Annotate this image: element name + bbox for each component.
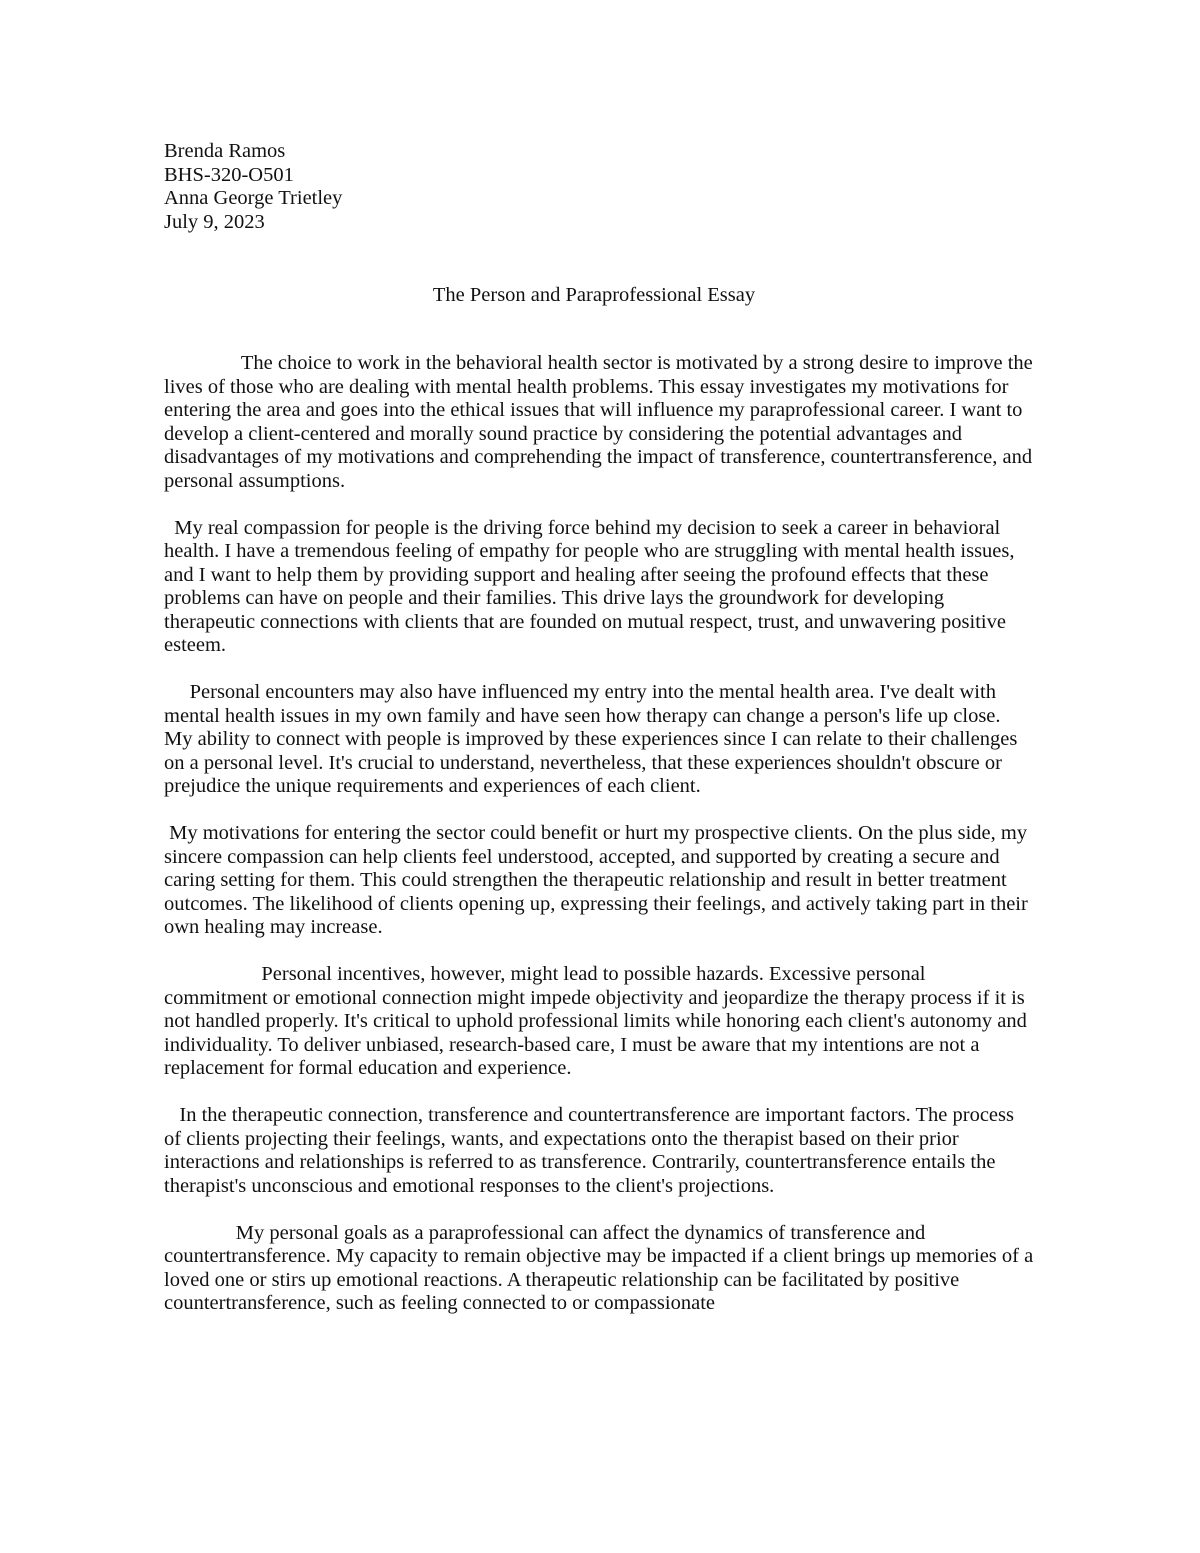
paragraph: [164, 681, 1034, 799]
paragraph: [164, 517, 1034, 658]
essay-title: The Person and Paraprofessional Essay: [432, 284, 756, 306]
paragraph: [164, 1222, 1034, 1316]
paragraph-text: My motivations for entering the sector could benefit or hurt my prospective clients. On the plus side, my sincere compassion can help clients feel understood, accepted, and supported by creating a secure and caring setting for them. This could strengthen the therapeutic relationship and result in better treatment outcomes. The likelihood of clients opening up, expressing their feelings, and actively taking part in their own healing may increase.: [164, 822, 1028, 938]
essay-body: [164, 352, 1034, 1316]
paragraph-text: My real compassion for people is the driving force behind my decision to seek a career in behavioral health. I have a tremendous feeling of empathy for people who are struggling with mental health issues, and I want to help them by providing support and healing after seeing the profound effects that these problems can have on people and their families. This drive lays the groundwork for developing therapeutic connections with clients that are founded on mutual respect, trust, and unwavering positive esteem.: [164, 516, 1015, 656]
paragraph-indent: [164, 352, 241, 374]
paragraph-indent: [164, 1104, 179, 1126]
paragraph-text: Personal incentives, however, might lead to possible hazards. Excessive personal commitment or emotional connection might impede objectivity and jeopardize the therapy process if it is not handled properly. It's critical to uphold professional limits while honoring each client's autonomy and individuality. To deliver unbiased, research-based care, I must be aware that my intentions are not a replacement for formal education and experience.: [164, 963, 1027, 1079]
course-code: BHS-320-O501: [164, 163, 294, 186]
paragraph: [164, 1104, 1034, 1198]
paragraph-text: Personal encounters may also have influenced my entry into the mental health area. I've dealt with mental health issues in my own family and have seen how therapy can change a person's life up close. My ability to connect with people is improved by these experiences since I can relate to their challenges on a personal level. It's crucial to understand, nevertheless, that these experiences shouldn't obscure or prejudice the unique requirements and experiences of each client.: [164, 681, 1018, 797]
paragraph-text: My personal goals as a paraprofessional can affect the dynamics of transference and countertransference. My capacity to remain objective may be impacted if a client brings up memories of a loved one or stirs up emotional reactions. A therapeutic relationship can be facilitated by positive countertransference, such as feeling connected to or compassionate: [164, 1221, 1034, 1314]
paragraph-indent: [164, 517, 174, 539]
paragraph-text: In the therapeutic connection, transference and countertransference are important factors. The process of clients projecting their feelings, wants, and expectations onto the therapist based on their prior interactions and relationships is referred to as transference. Contrarily, countertransference entails the therapist's unconscious and emotional responses to the client's projections.: [164, 1104, 1014, 1197]
paragraph-indent: [164, 963, 261, 985]
paragraph: [164, 822, 1034, 940]
paragraph: [164, 352, 1034, 493]
paragraph-indent: [164, 681, 190, 703]
paragraph: [164, 963, 1034, 1081]
paragraph-text: The choice to work in the behavioral health sector is motivated by a strong desire to improve the lives of those who are dealing with mental health problems. This essay investigates my motivations for entering the area and goes into the ethical issues that will influence my paraprofessional career. I want to develop a client-centered and morally sound practice by considering the potential advantages and disadvantages of my motivations and comprehending the impact of transference, countertransference, and personal assumptions.: [164, 352, 1033, 492]
instructor-name: Anna George Trietley: [164, 187, 343, 209]
essay-date: July 9, 2023: [164, 210, 265, 233]
essay-header: [164, 140, 1024, 234]
author-name: Brenda Ramos: [164, 140, 286, 162]
paragraph-indent: [164, 1222, 236, 1244]
